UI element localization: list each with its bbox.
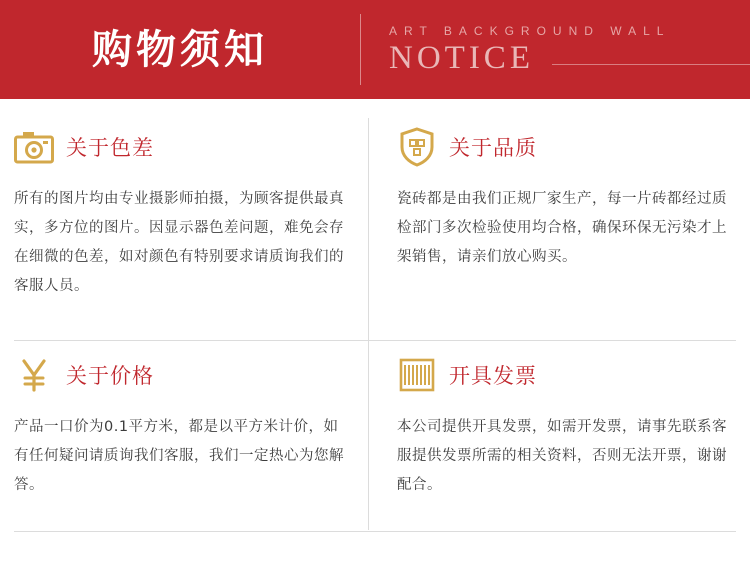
grid-horizontal-separator-top [14, 340, 736, 341]
notice-card-title: 关于品质 [449, 136, 537, 160]
notice-card-title: 开具发票 [449, 364, 537, 388]
page-title: 购物须知 [92, 26, 268, 73]
notice-grid [0, 99, 750, 526]
notice-card-header [397, 127, 728, 167]
header-notice-en: NOTICE [389, 40, 534, 76]
notice-card-color-difference [0, 99, 375, 327]
notice-card-header [397, 355, 728, 395]
header-horizontal-rule [552, 64, 750, 65]
notice-card-body: 所有的图片均由专业摄影师拍摄，为顾客提供最真实，多方位的图片。因显示器色差问题，难免会存在细微的色差，如对颜色有特别要求请质询我们的客服人员。 [14, 191, 344, 294]
yen-price-icon [14, 355, 54, 395]
notice-card-header [14, 355, 347, 395]
notice-card-body: 瓷砖都是由我们正规厂家生产，每一片砖都经过质检部门多次检验使用均合格，确保环保无污染才上架销售，请亲们放心购买。 [397, 191, 727, 265]
grid-horizontal-separator-bottom [14, 531, 736, 532]
notice-card-body: 本公司提供开具发票，如需开发票，请事先联系客服提供发票所需的相关资料，否则无法开票，谢谢配合。 [397, 419, 727, 493]
shield-quality-icon [397, 127, 437, 167]
invoice-icon [397, 355, 437, 395]
header-subtitle-en: ART BACKGROUND WALL [389, 24, 671, 38]
notice-card-title: 关于色差 [66, 136, 154, 160]
grid-vertical-separator [368, 118, 369, 530]
page-header [0, 0, 750, 99]
notice-card-body: 产品一口价为0.1平方米，都是以平方米计价，如有任何疑问请质询我们客服，我们一定热心为您解答。 [14, 419, 344, 493]
camera-icon [14, 127, 54, 167]
notice-card-quality [375, 99, 750, 327]
header-notice-row [389, 42, 750, 75]
notice-card-price [0, 327, 375, 526]
notice-card-title: 关于价格 [66, 364, 154, 388]
notice-card-header [14, 127, 347, 167]
notice-card-invoice [375, 327, 750, 526]
header-title-block [0, 0, 360, 99]
header-subtitle-block [361, 0, 750, 99]
